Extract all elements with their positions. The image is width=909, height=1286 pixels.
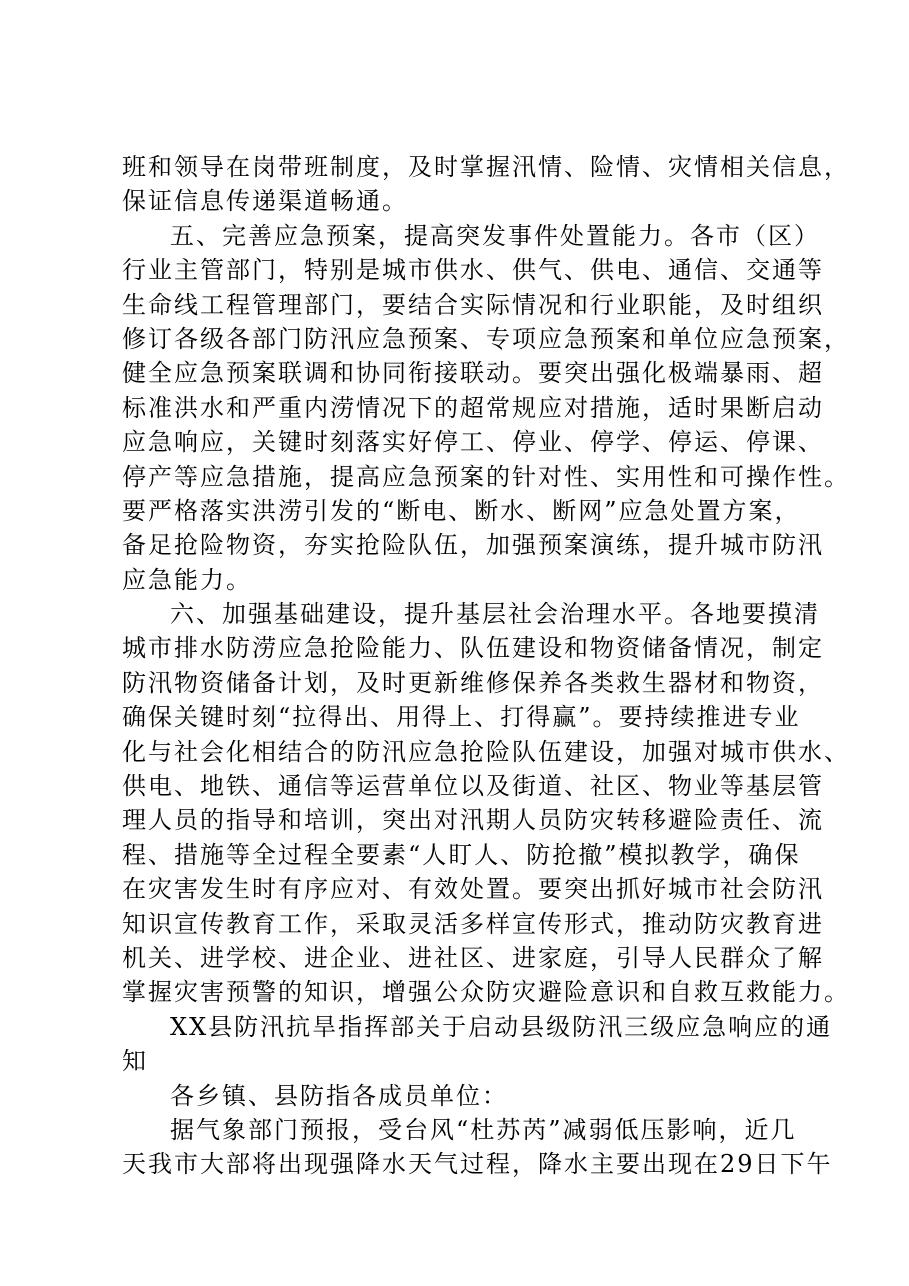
- text-line: 知识宣传教育工作，采取灵活多样宣传形式，推动防灾教育进: [122, 909, 824, 938]
- text-line: 各乡镇、县防指各成员单位：: [170, 1081, 508, 1110]
- text-line: 化与社会化相结合的防汛应急抢险队伍建设，加强对城市供水、: [122, 737, 850, 766]
- text-line: 停产等应急措施，提高应急预案的针对性、实用性和可操作性。: [122, 462, 850, 491]
- text-line: 确保关键时刻“拉得出、用得上、打得赢”。要持续推进专业: [122, 703, 801, 732]
- text-line: 要严格落实洪涝引发的“断电、断水、断网”应急处置方案，: [122, 496, 801, 525]
- text-line: 应急能力。: [122, 565, 252, 594]
- text-line: XX县防汛抗旱指挥部关于启动县级防汛三级应急响应的通: [170, 1012, 833, 1041]
- text-line: 生命线工程管理部门，要结合实际情况和行业职能，及时组织: [122, 290, 824, 319]
- text-line: 在灾害发生时有序应对、有效处置。要突出抓好城市社会防汛: [122, 875, 824, 904]
- text-line: 天我市大部将出现强降水天气过程，降水主要出现在29日下午: [122, 1150, 833, 1179]
- text-line: 供电、地铁、通信等运营单位以及街道、社区、物业等基层管: [122, 772, 824, 801]
- text-line: 程、措施等全过程全要素“人盯人、防抢撤”模拟教学，确保: [122, 840, 801, 869]
- text-line: 知: [122, 1047, 148, 1076]
- document-body: [122, 150, 850, 1182]
- text-line: 班和领导在岗带班制度，及时掌握汛情、险情、灾情相关信息，: [122, 153, 850, 181]
- text-line: 应急响应，关键时刻落实好停工、停业、停学、停运、停课、: [122, 428, 824, 457]
- text-line: 备足抢险物资，夯实抢险队伍，加强预案演练，提升城市防汛: [122, 531, 824, 560]
- text-line: 保证信息传递渠道畅通。: [122, 187, 408, 216]
- text-line: 机关、进学校、进企业、进社区、进家庭，引导人民群众了解: [122, 943, 824, 972]
- text-line: 防汛物资储备计划，及时更新维修保养各类救生器材和物资，: [122, 668, 824, 697]
- text-line: 理人员的指导和培训，突出对汛期人员防灾转移避险责任、流: [122, 806, 824, 835]
- text-line: 标准洪水和严重内涝情况下的超常规应对措施，适时果断启动: [122, 393, 824, 422]
- text-line: 健全应急预案联调和协同衔接联动。要突出强化极端暴雨、超: [122, 359, 824, 388]
- text-line: 五、完善应急预案，提高突发事件处置能力。各市（区）: [170, 221, 820, 250]
- text-line: 行业主管部门，特别是城市供水、供气、供电、通信、交通等: [122, 256, 824, 285]
- text-line: 修订各级各部门防汛应急预案、专项应急预案和单位应急预案，: [122, 324, 850, 353]
- text-line: 城市排水防涝应急抢险能力、队伍建设和物资储备情况，制定: [122, 634, 824, 663]
- text-line: 六、加强基础建设，提升基层社会治理水平。各地要摸清: [170, 600, 820, 629]
- text-line: 据气象部门预报，受台风“杜苏芮”减弱低压影响，近几: [170, 1115, 797, 1144]
- text-line: 掌握灾害预警的知识，增强公众防灾避险意识和自救互救能力。: [122, 978, 850, 1007]
